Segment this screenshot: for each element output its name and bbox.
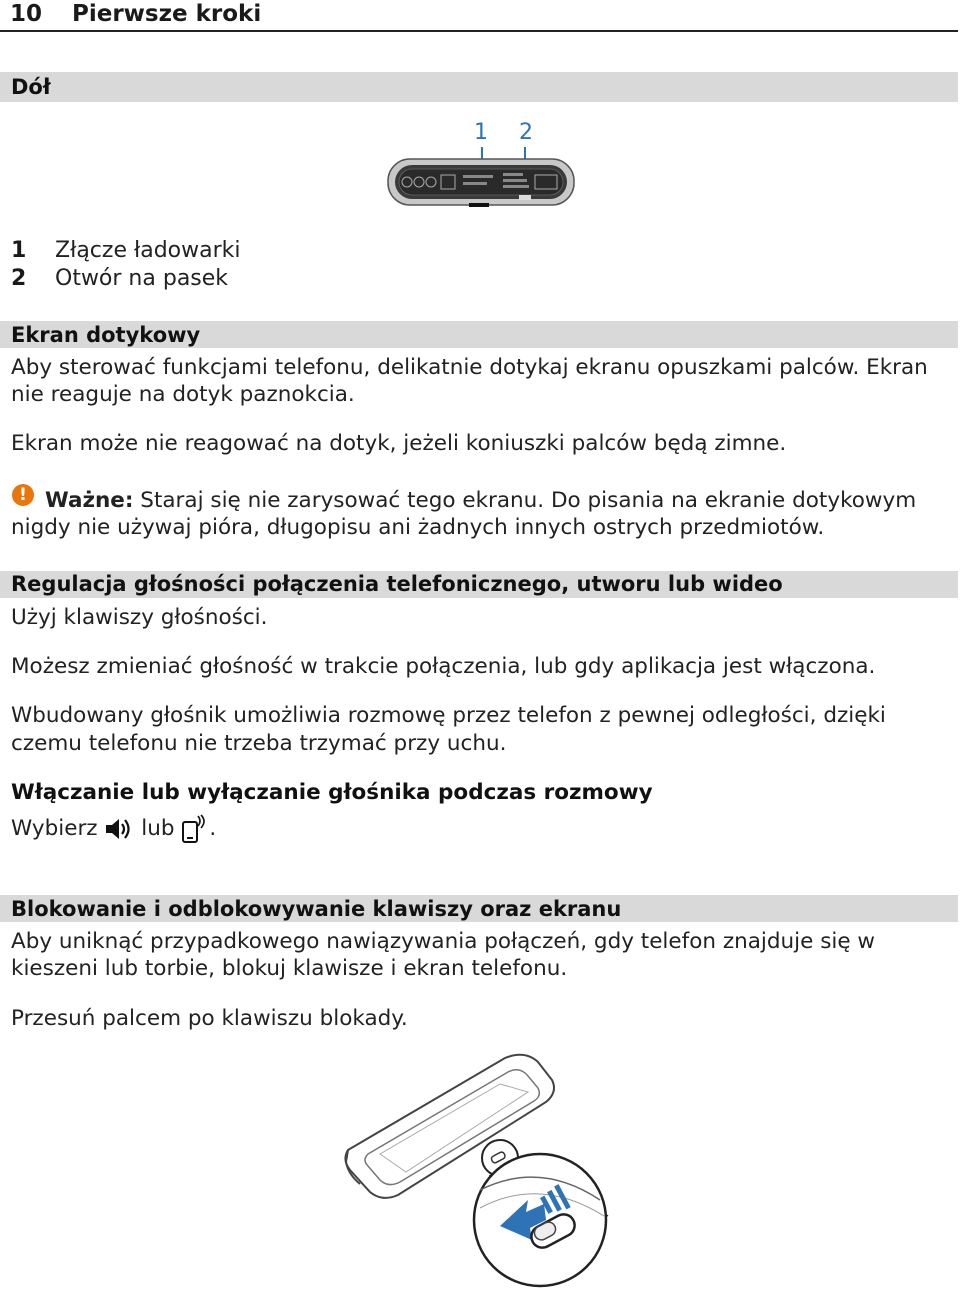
section-title: Ekran dotykowy — [11, 323, 201, 347]
paragraph: Możesz zmieniać głośność w trakcie połączenia, lub gdy aplikacja jest włączona. — [11, 654, 876, 679]
paragraph: Aby uniknąć przypadkowego nawiązywania połączeń, gdy telefon znajduje się w — [11, 929, 876, 954]
paragraph: Aby sterować funkcjami telefonu, delikatnie dotykaj ekranu opuszkami palców. Ekran — [11, 355, 928, 380]
legend-number-2: 2 — [11, 266, 27, 291]
paragraph: Ekran może nie reagować na dotyk, jeżeli koniuszki palców będą zimne. — [11, 431, 787, 456]
callout-1: 1 — [474, 120, 488, 145]
phone-bottom-illustration — [385, 145, 577, 215]
page-number: 10 — [10, 1, 43, 27]
warning-text-line: Staraj się nie zarysować tego ekranu. Do pisania na ekranie dotykowym — [133, 488, 917, 513]
select-prefix: Wybierz — [11, 816, 98, 841]
paragraph: nie reaguje na dotyk paznokcia. — [11, 382, 355, 407]
chapter-title: Pierwsze kroki — [72, 1, 262, 27]
paragraph: Wbudowany głośnik umożliwia rozmowę przez telefon z pewnej odległości, dzięki — [11, 703, 886, 728]
select-end: . — [209, 816, 217, 841]
section-header-lock — [0, 895, 958, 922]
section-title: Blokowanie i odblokowywanie klawiszy oraz ekranu — [11, 897, 622, 921]
warning-text-line: nigdy nie używaj pióra, długopisu ani żadnych innych ostrych przedmiotów. — [11, 515, 825, 540]
select-or: lub — [141, 816, 175, 841]
warning-label: Ważne: — [45, 488, 134, 513]
page-header — [0, 0, 958, 32]
select-instruction — [11, 814, 216, 844]
legend-text-2: Otwór na pasek — [55, 266, 229, 291]
loudspeaker-icon — [104, 816, 134, 842]
paragraph: czemu telefonu nie trzeba trzymać przy uchu. — [11, 731, 507, 756]
lock-key-illustration — [340, 1050, 620, 1290]
section-header-touch — [0, 321, 958, 348]
section-title: Dół — [11, 75, 51, 99]
section-header-bottom — [0, 72, 958, 102]
subheading: Włączanie lub wyłączanie głośnika podczas rozmowy — [11, 780, 653, 805]
section-title: Regulacja głośności połączenia telefonicznego, utworu lub wideo — [11, 572, 783, 596]
paragraph: Użyj klawiszy głośności. — [11, 605, 268, 630]
paragraph: kieszeni lub torbie, blokuj klawisze i ekran telefonu. — [11, 956, 568, 981]
warning-text — [45, 487, 916, 515]
legend-text-1: Złącze ładowarki — [55, 238, 241, 263]
handset-icon — [181, 814, 209, 844]
callout-2: 2 — [519, 120, 533, 145]
legend-number-1: 1 — [11, 238, 27, 263]
section-header-volume — [0, 571, 958, 598]
warning-icon: ! — [12, 484, 34, 506]
paragraph: Przesuń palcem po klawiszu blokady. — [11, 1006, 408, 1031]
